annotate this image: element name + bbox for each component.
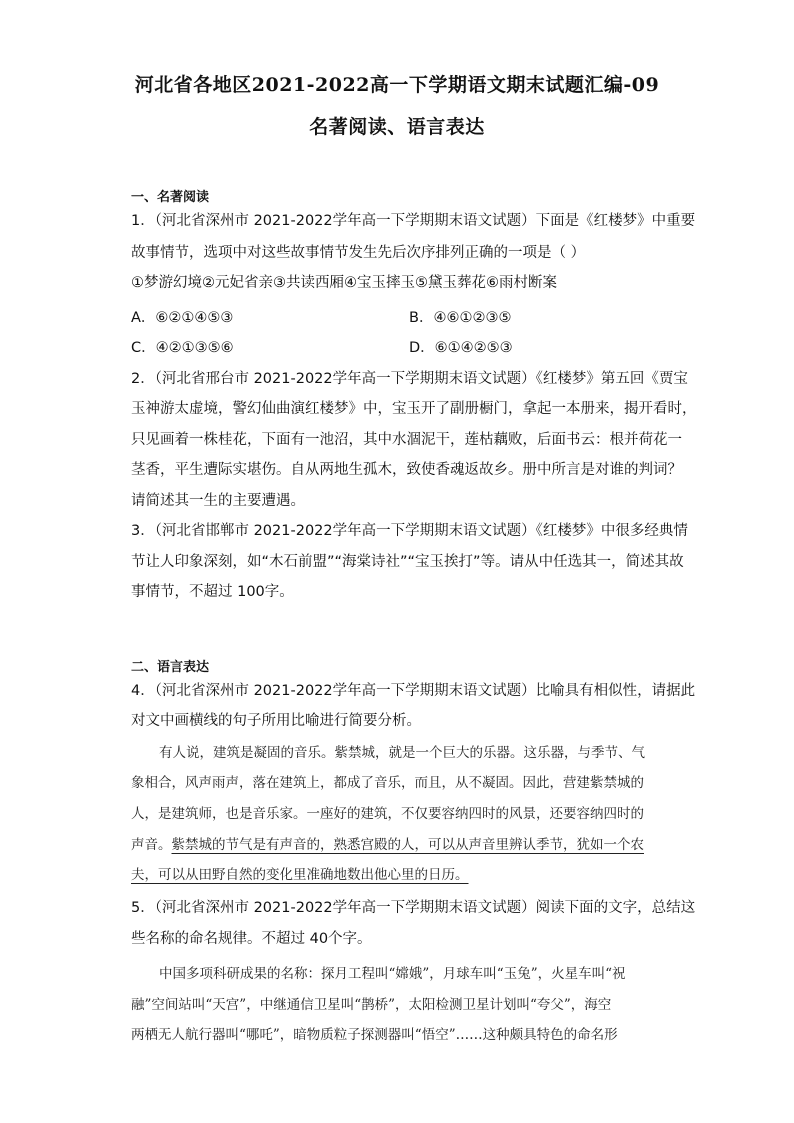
question-1-option-a[interactable]: A．⑥②①④⑤③ [131, 310, 234, 326]
section-heading-language: 二、语言表达 [131, 660, 210, 675]
question-1-line-1: 1．（河北省深州市 2021-2022学年高一下学期期末语文试题）下面是《红楼梦》中重要 [131, 213, 696, 229]
passage-plain-text: 声音。 [131, 837, 172, 853]
question-5-line-1: 5．（河北省深州市 2021-2022学年高一下学期期末语文试题）阅读下面的文字，总结这 [131, 900, 696, 916]
question-4-line-2: 对文中画横线的句子所用比喻进行简要分析。 [131, 713, 421, 729]
question-3-line-2: 节让人印象深刻，如“木石前盟”“海棠诗社”“宝玉挨打”等。请从中任选其一，简述其故 [131, 554, 684, 570]
question-4-passage-line-2: 象相合，风声雨声，落在建筑上，都成了音乐，而且，从不凝固。因此，营建紫禁城的 [131, 775, 644, 791]
question-4-passage-line-3: 人，是建筑师，也是音乐家。一座好的建筑，不仅要容纳四时的风景，还要容纳四时的 [131, 806, 644, 822]
section-heading-reading: 一、名著阅读 [131, 190, 210, 205]
passage-underlined-sentence-cont: 夫，可以从田野自然的变化里准确地数出他心里的日历。 [131, 867, 469, 883]
question-4-passage-line-5 [131, 861, 671, 890]
question-1-option-b[interactable]: B．④⑥①②③⑤ [409, 310, 512, 326]
question-1-line-2: 故事情节，选项中对这些故事情节发生先后次序排列正确的一项是（ ） [131, 245, 586, 261]
question-2-line-5: 请简述其一生的主要遭遇。 [131, 493, 305, 509]
question-5-passage-line-1: 中国多项科研成果的名称：探月工程叫“嫦娥”，月球车叫“玉兔”，火星车叫“祝 [159, 966, 626, 982]
question-1-option-d[interactable]: D．⑥①④②⑤③ [409, 340, 513, 356]
page-subtitle: 名著阅读、语言表达 [309, 116, 485, 138]
question-4-passage-line-4 [131, 831, 671, 860]
passage-underlined-sentence: 紫禁城的节气是有声音的，熟悉宫殿的人，可以从声音里辨认季节，犹如一个农 [171, 837, 644, 853]
question-5-line-2: 些名称的命名规律。不超过 40个字。 [131, 931, 372, 947]
question-3-line-1: 3．（河北省邯郸市 2021-2022学年高一下学期期末语文试题）《红楼梦》中很多经典情 [131, 523, 688, 539]
question-4-line-1: 4．（河北省深州市 2021-2022学年高一下学期期末语文试题）比喻具有相似性，请据此 [131, 683, 696, 699]
question-2-line-3: 只见画着一株桂花，下面有一池沼，其中水涸泥干，莲枯藕败，后面书云：根并荷花一 [131, 432, 682, 448]
question-1-option-c[interactable]: C．④②①③⑤⑥ [131, 340, 234, 356]
question-2-line-2: 玉神游太虚境，警幻仙曲演红楼梦》中，宝玉开了副册橱门，拿起一本册来，揭开看时， [131, 401, 697, 417]
page-title: 河北省各地区2021-2022高一下学期语文期末试题汇编-09 [134, 74, 660, 96]
question-5-passage-line-2: 融”空间站叫“天宫”，中继通信卫星叫“鹊桥”，太阳检测卫星计划叫“夸父”，海空 [131, 997, 612, 1013]
question-2-line-1: 2．（河北省邢台市 2021-2022学年高一下学期期末语文试题）《红楼梦》第五回《贾宝 [131, 371, 688, 387]
question-3-line-3: 事情节，不超过 100字。 [131, 584, 294, 600]
question-4-passage-line-1: 有人说，建筑是凝固的音乐。紫禁城，就是一个巨大的乐器。这乐器，与季节、气 [159, 745, 645, 761]
question-1-line-3: ①梦游幻境②元妃省亲③共读西厢④宝玉摔玉⑤黛玉葬花⑥雨村断案 [131, 275, 557, 291]
question-5-passage-line-3: 两栖无人航行器叫“哪吒”，暗物质粒子探测器叫“悟空”……这种颇具特色的命名形 [131, 1027, 618, 1043]
question-2-line-4: 茎香，平生遭际实堪伤。自从两地生孤木，致使香魂返故乡。册中所言是对谁的判词？ [131, 462, 682, 478]
